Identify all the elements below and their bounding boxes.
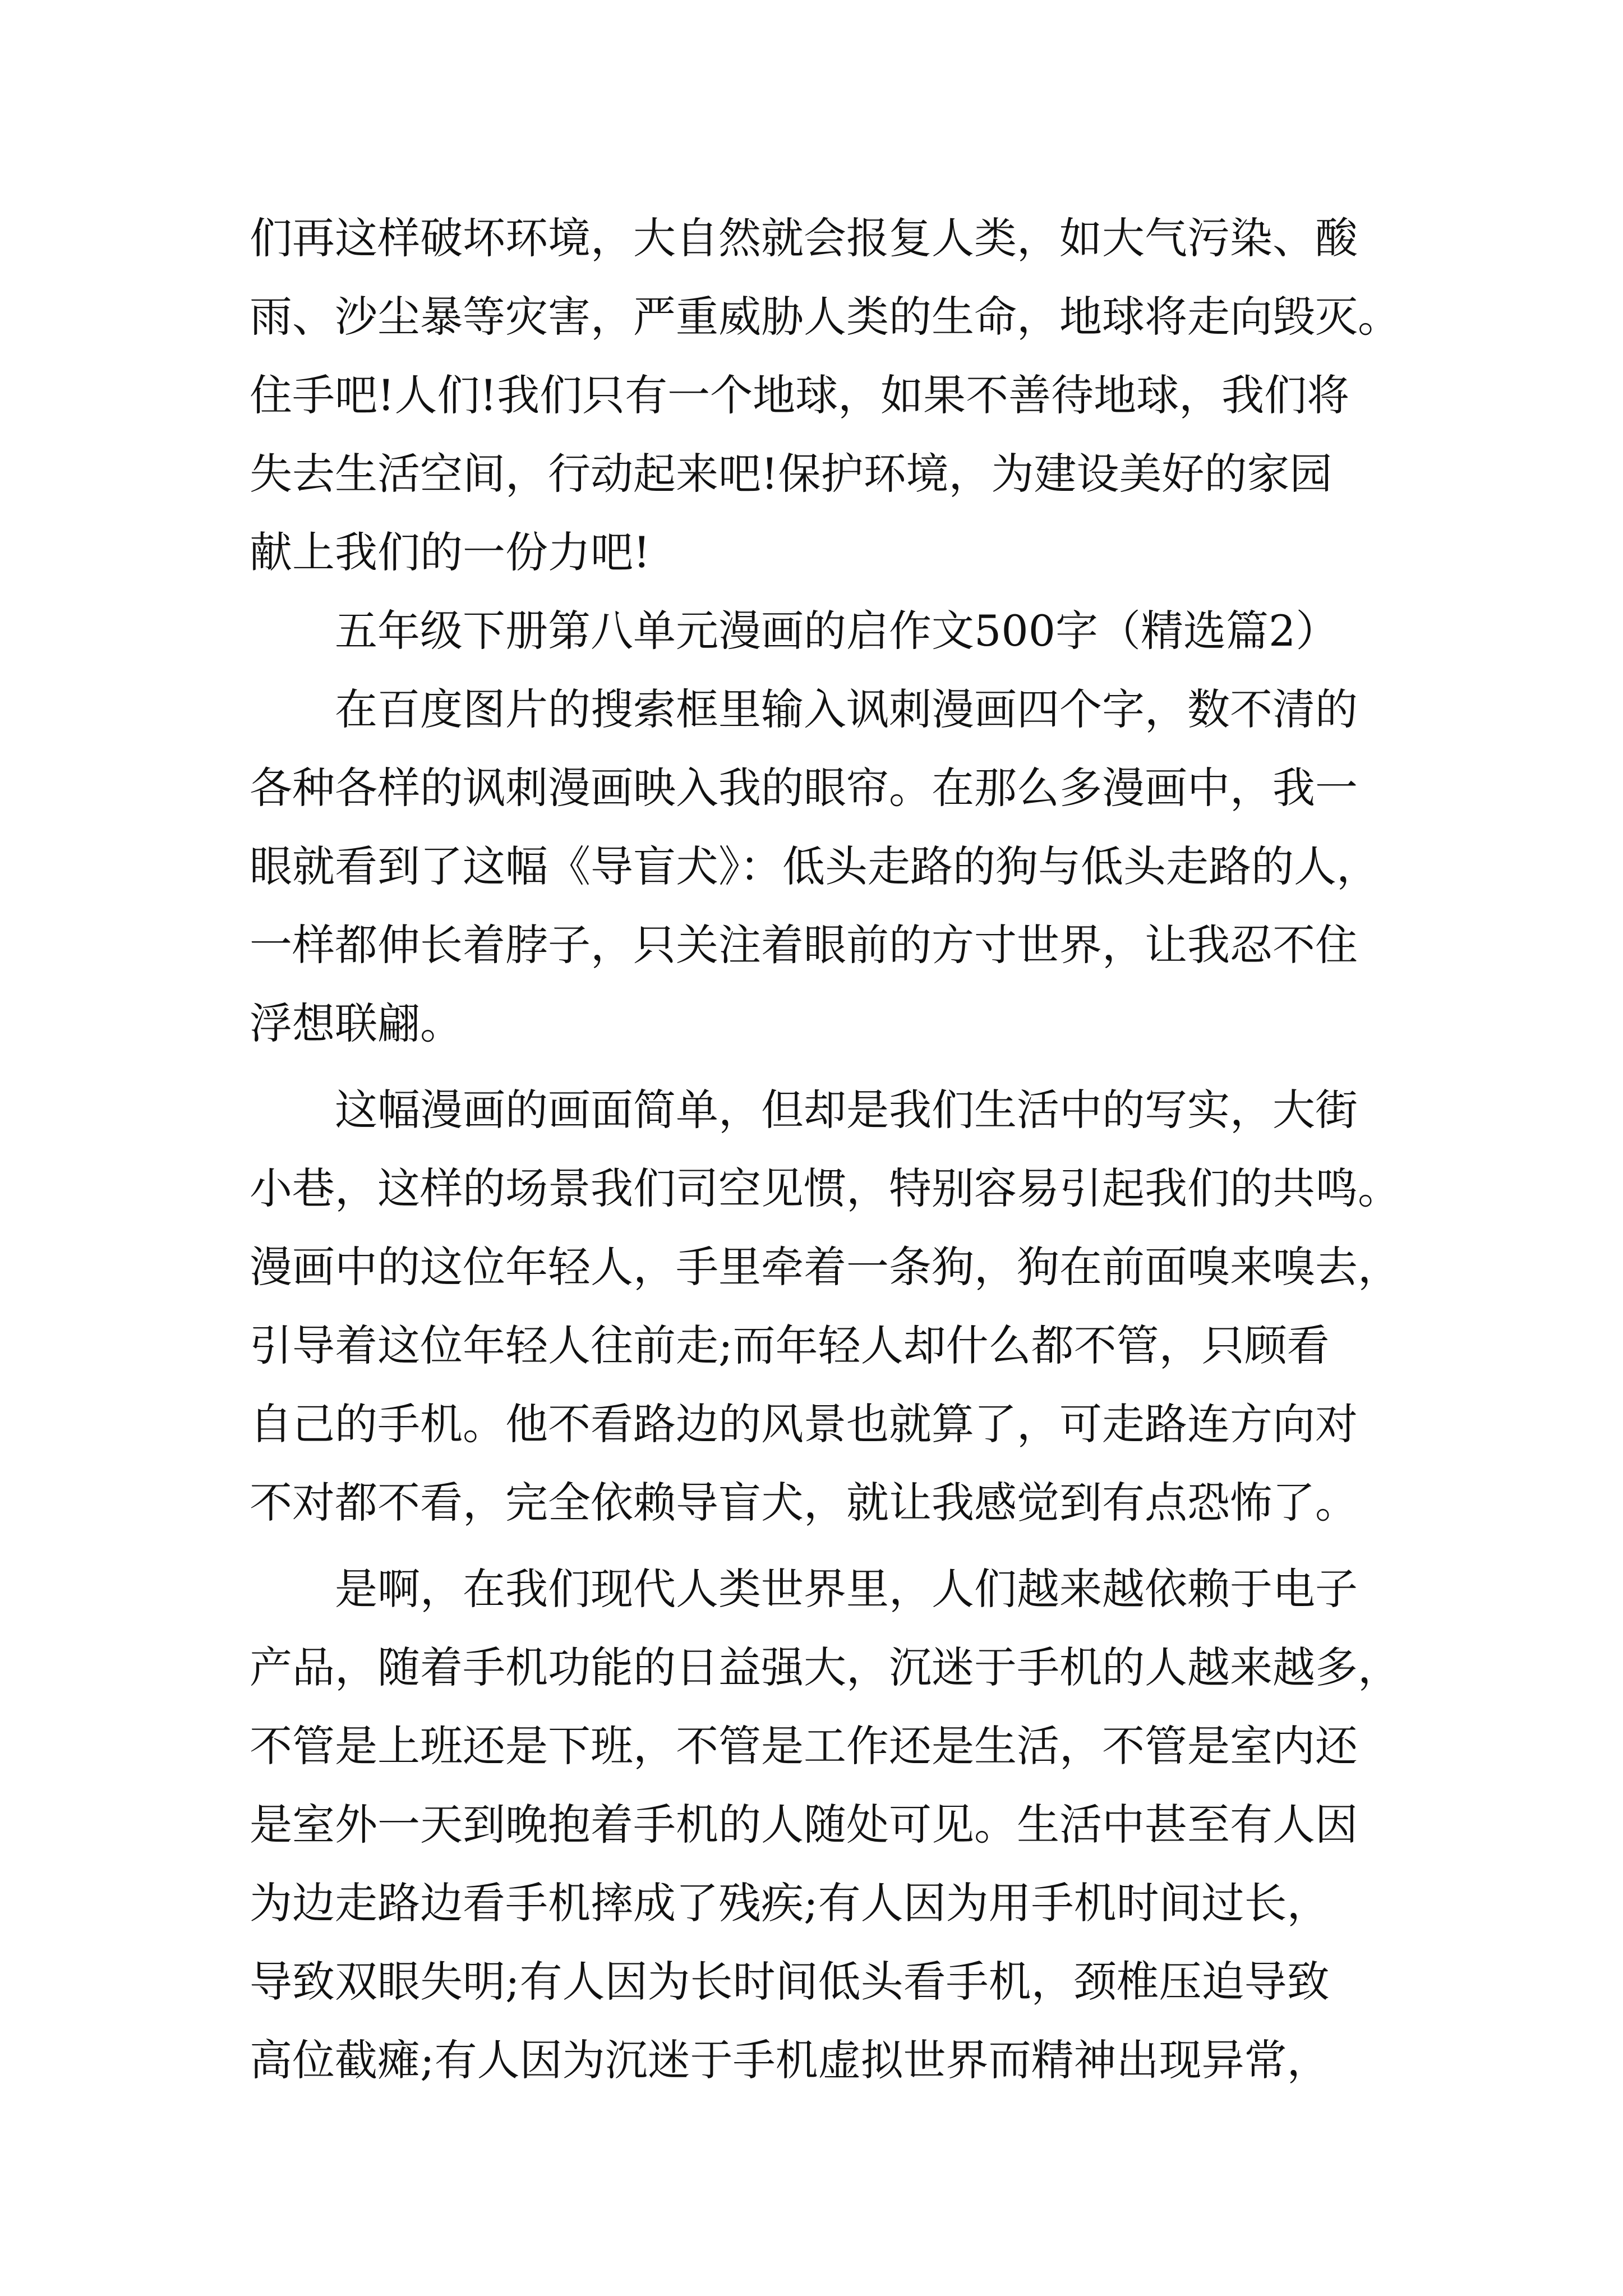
text-line: 自己的手机。他不看路边的风景也就算了，可走路连方向对 <box>250 1399 1358 1449</box>
section-heading: 五年级下册第八单元漫画的启作文500字（精选篇2） <box>335 606 1339 656</box>
text-line: 不管是上班还是下班，不管是工作还是生活，不管是室内还 <box>250 1721 1358 1771</box>
text-line: 献上我们的一份力吧! <box>250 527 651 577</box>
text-line: 引导着这位年轻人往前走;而年轻人却什么都不管，只顾看 <box>250 1320 1330 1370</box>
text-line: 漫画中的这位年轻人，手里牵着一条狗，狗在前面嗅来嗅去， <box>250 1242 1400 1292</box>
text-line: 为边走路边看手机摔成了残疾;有人因为用手机时间过长， <box>250 1878 1330 1928</box>
text-line: 各种各样的讽刺漫画映入我的眼帘。在那么多漫画中，我一 <box>250 763 1358 813</box>
text-line: 住手吧!人们!我们只有一个地球，如果不善待地球，我们将 <box>250 370 1350 420</box>
paragraph-1 <box>250 199 1400 592</box>
text-line: 一样都伸长着脖子，只关注着眼前的方寸世界，让我忍不住 <box>250 920 1358 970</box>
paragraph-4 <box>250 1550 1400 2100</box>
essay-text <box>250 199 1400 2100</box>
text-line: 导致双眼失明;有人因为长时间低头看手机，颈椎压迫导致 <box>250 1957 1330 2007</box>
text-line: 不对都不看，完全依赖导盲犬，就让我感觉到有点恐怖了。 <box>250 1478 1358 1527</box>
text-line: 这幅漫画的画面简单，但却是我们生活中的写实，大街 <box>335 1085 1358 1135</box>
paragraph-3 <box>250 1071 1400 1542</box>
text-line: 产品，随着手机功能的日益强大，沉迷于手机的人越来越多， <box>250 1642 1400 1692</box>
text-line: 高位截瘫;有人因为沉迷于手机虚拟世界而精神出现异常， <box>250 2035 1330 2085</box>
paragraph-2 <box>250 670 1394 1063</box>
text-line: 在百度图片的搜索框里输入讽刺漫画四个字，数不清的 <box>335 684 1358 734</box>
text-line: 眼就看到了这幅《导盲犬》：低头走路的狗与低头走路的人， <box>250 841 1379 891</box>
text-line: 是啊，在我们现代人类世界里，人们越来越依赖于电子 <box>335 1564 1358 1614</box>
text-line: 浮想联翩。 <box>250 999 463 1048</box>
text-line: 是室外一天到晚抱着手机的人随处可见。生活中甚至有人因 <box>250 1800 1358 1849</box>
text-line: 雨、沙尘暴等灾害，严重威胁人类的生命，地球将走向毁灭。 <box>250 292 1400 342</box>
text-line: 失去生活空间，行动起来吧!保护环境，为建设美好的家园 <box>250 449 1332 499</box>
text-line: 小巷，这样的场景我们司空见惯，特别容易引起我们的共鸣。 <box>250 1163 1400 1213</box>
text-line: 们再这样破坏环境，大自然就会报复人类，如大气污染、酸 <box>250 213 1358 263</box>
